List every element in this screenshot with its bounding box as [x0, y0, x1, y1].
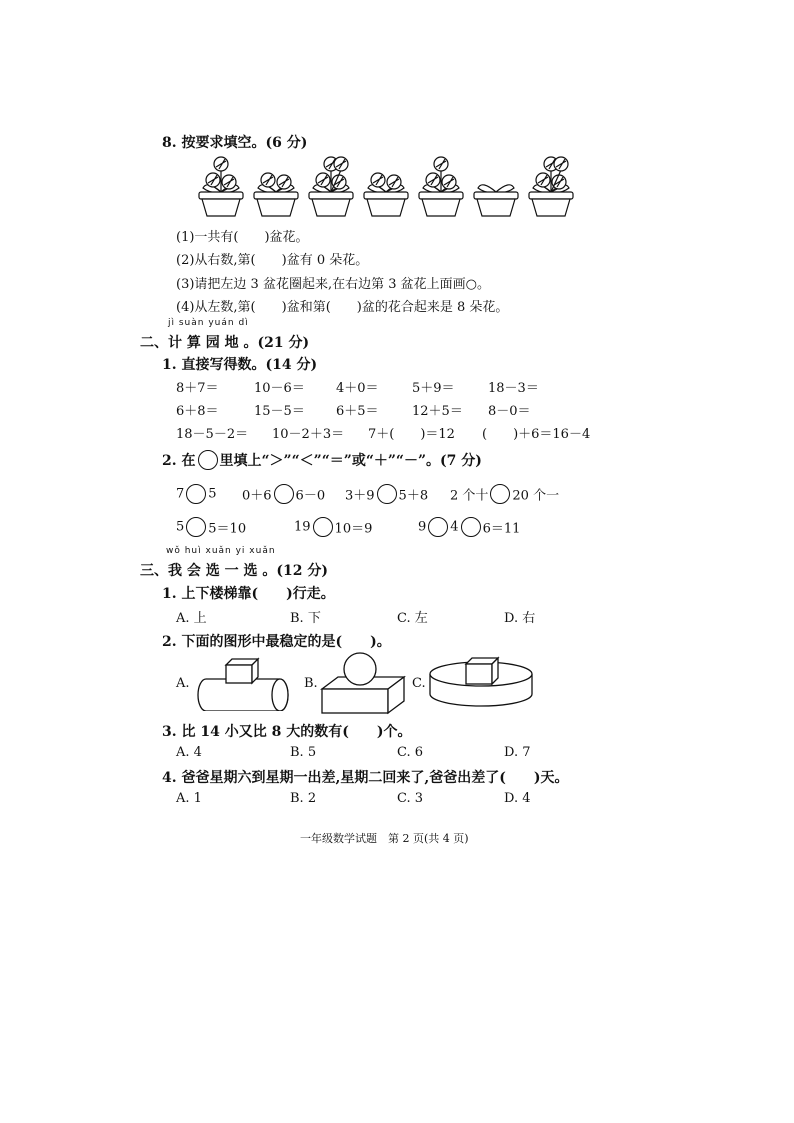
q8-part-1: (1)一共有( )盆花。 — [176, 230, 309, 245]
answer-circle[interactable] — [186, 484, 206, 504]
s3-q3-option-d: D. 7 — [504, 745, 531, 760]
compare-3 — [345, 484, 428, 504]
q8-part-3: (3)请把左边 3 盆花圈起来,在右边第 3 盆花上面画○。 — [176, 277, 490, 292]
s3-q3-option-b: B. 5 — [290, 745, 317, 760]
s2-q2-title-post: 里填上“＞”“＜”“＝”或“＋”“－”。(7 分) — [219, 453, 482, 469]
q8-title: 8. 按要求填空。(6 分) — [162, 135, 308, 151]
s3-q1: 1. 上下楼梯靠( )行走。 — [162, 586, 335, 602]
calc-r1-3: 4＋0＝ — [336, 381, 379, 396]
compare-4 — [450, 484, 559, 504]
compare-middle: 4 — [450, 519, 459, 535]
compare-left: 9 — [418, 519, 427, 535]
calc-r2-3: 6＋5＝ — [336, 404, 379, 419]
s3-q2-option-c: C. — [412, 676, 426, 691]
calc-r3-4: ( )＋6＝16－4 — [482, 427, 591, 442]
s3-q4-option-b: B. 2 — [290, 791, 317, 806]
answer-circle[interactable] — [428, 517, 448, 537]
shape-b-sphere-on-box — [318, 651, 408, 715]
s2-q2-title — [162, 450, 482, 470]
answer-circle[interactable] — [186, 517, 206, 537]
flower-pot — [419, 157, 463, 216]
calc-r1-1: 8＋7＝ — [176, 381, 219, 396]
circle-icon — [198, 450, 218, 470]
s3-q1-option-c: C. 左 — [397, 611, 428, 626]
s3-q4: 4. 爸爸星期六到星期一出差,星期二回来了,爸爸出差了( )天。 — [162, 770, 569, 786]
answer-circle[interactable] — [490, 484, 510, 504]
s3-q2-option-a: A. — [176, 676, 190, 691]
s3-q3-option-a: A. 4 — [176, 745, 202, 760]
compare-left: 0＋6 — [242, 488, 272, 504]
flower-pot — [529, 157, 573, 216]
section2-pinyin: jì suàn yuán dì — [168, 318, 249, 328]
answer-circle[interactable] — [274, 484, 294, 504]
calc-r2-4: 12＋5＝ — [412, 404, 463, 419]
answer-circle[interactable] — [377, 484, 397, 504]
compare-2 — [242, 484, 325, 504]
flower-pot — [199, 157, 243, 216]
calc-r2-2: 15－5＝ — [254, 404, 305, 419]
s3-q4-option-a: A. 1 — [176, 791, 202, 806]
q8-part-2: (2)从右数,第( )盆有 0 朵花。 — [176, 253, 369, 268]
compare-1 — [176, 484, 217, 504]
s2-q2-title-pre: 2. 在 — [162, 453, 196, 469]
s2-q1-title: 1. 直接写得数。(14 分) — [162, 357, 318, 373]
s3-q1-option-a: A. 上 — [176, 611, 207, 626]
s3-q2-option-b: B. — [304, 676, 318, 691]
flower-pot — [364, 173, 408, 216]
calc-r1-5: 18－3＝ — [488, 381, 539, 396]
answer-circle[interactable] — [313, 517, 333, 537]
compare-left: 5 — [176, 519, 185, 535]
compare-left: 19 — [294, 519, 311, 535]
compare-left: 2 个十 — [450, 488, 489, 504]
calc-r2-1: 6＋8＝ — [176, 404, 219, 419]
compare-6 — [294, 517, 372, 537]
compare-right: 6－0 — [295, 488, 326, 504]
compare-right: 6＝11 — [482, 521, 521, 537]
compare-right: 5＝10 — [208, 521, 247, 537]
compare-right: 5＋8 — [398, 488, 429, 504]
calc-r1-2: 10－6＝ — [254, 381, 305, 396]
page-footer: 一年级数学试题 第 2 页(共 4 页) — [300, 832, 469, 845]
flower-pots-illustration — [195, 150, 595, 220]
s3-q2: 2. 下面的图形中最稳定的是( )。 — [162, 634, 391, 650]
calc-r2-5: 8－0＝ — [488, 404, 531, 419]
compare-left: 7 — [176, 486, 185, 502]
s3-q1-option-d: D. 右 — [504, 611, 536, 626]
s3-q3-option-c: C. 6 — [397, 745, 424, 760]
compare-right: 20 个一 — [512, 488, 560, 504]
compare-right: 5 — [208, 486, 217, 502]
s3-q4-option-c: C. 3 — [397, 791, 424, 806]
s3-q1-option-b: B. 下 — [290, 611, 321, 626]
compare-left: 3＋9 — [345, 488, 375, 504]
compare-7 — [418, 517, 520, 537]
calc-r3-1: 18－5－2＝ — [176, 427, 249, 442]
q8-part-4: (4)从左数,第( )盆和第( )盆的花合起来是 8 朵花。 — [176, 300, 509, 315]
section3-pinyin: wǒ huì xuǎn yi xuǎn — [166, 546, 276, 556]
calc-r3-3: 7＋( )＝12 — [368, 427, 455, 442]
flower-pot — [474, 185, 518, 216]
shape-c-cube-on-disc — [426, 654, 536, 710]
s3-q4-option-d: D. 4 — [504, 791, 531, 806]
section3-title: 三、我 会 选 一 选 。(12 分) — [140, 563, 328, 579]
flower-pot — [309, 157, 353, 216]
shape-a-cube-on-cylinder — [196, 655, 296, 711]
compare-5 — [176, 517, 246, 537]
compare-right: 10＝9 — [334, 521, 373, 537]
section2-title: 二、计 算 园 地 。(21 分) — [140, 335, 310, 351]
flower-pot — [254, 173, 298, 216]
calc-r1-4: 5＋9＝ — [412, 381, 455, 396]
calc-r3-2: 10－2＋3＝ — [272, 427, 345, 442]
answer-circle[interactable] — [461, 517, 481, 537]
s3-q3: 3. 比 14 小又比 8 大的数有( )个。 — [162, 724, 412, 740]
